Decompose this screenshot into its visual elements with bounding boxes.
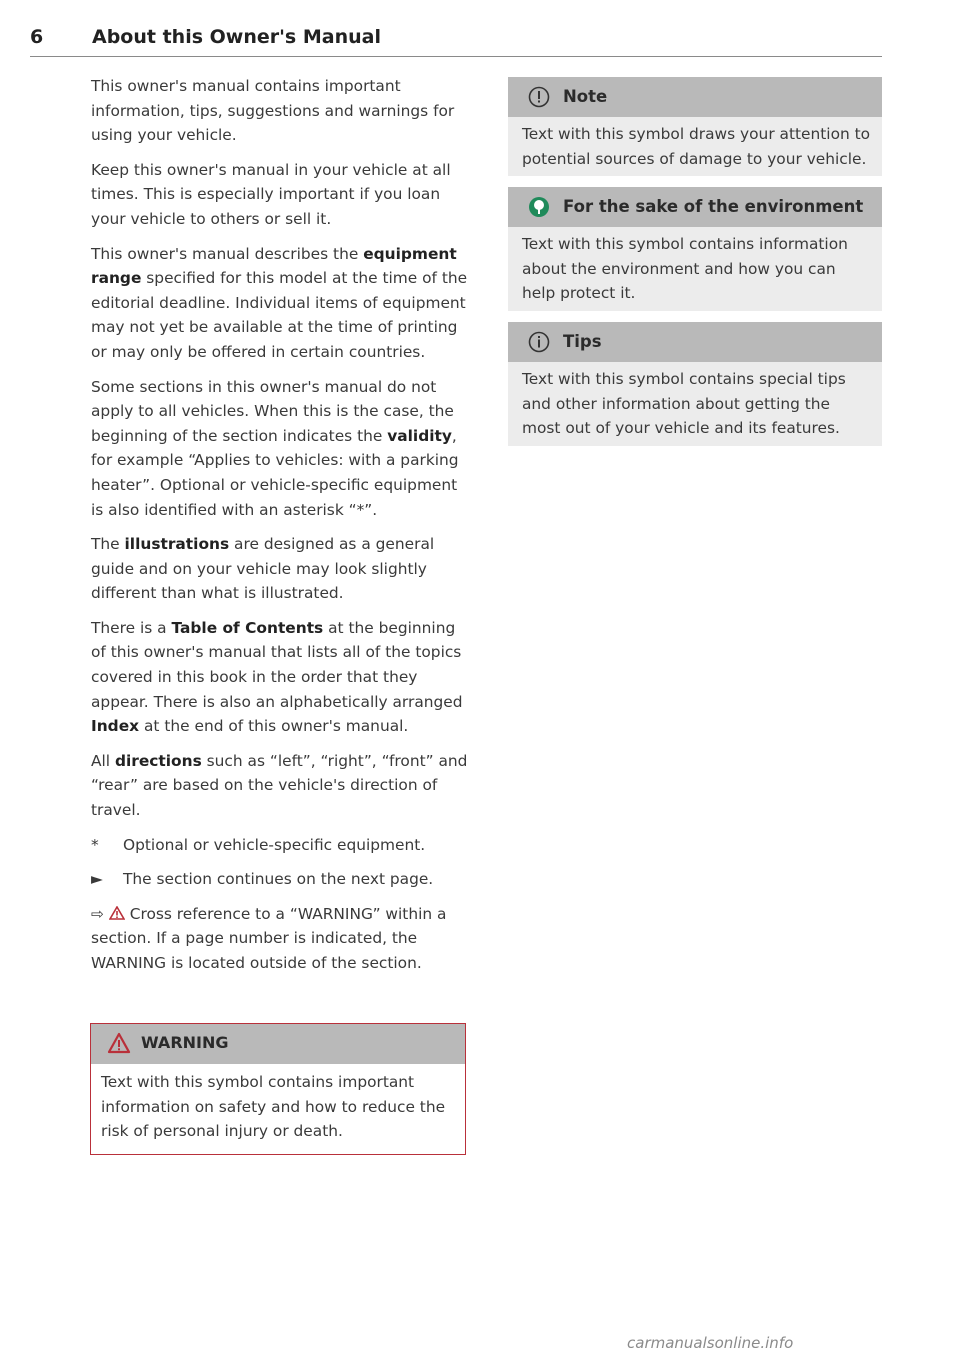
tips-header xyxy=(508,322,882,362)
legend-continue-text: The section continues on the next page. xyxy=(123,870,434,889)
paragraph-keep: Keep this owner's manual in your vehicle at all times. This is especially important if you loan your vehicle to others or sell it. xyxy=(91,160,451,228)
term-validity: validity xyxy=(387,426,452,445)
note-text: Text with this symbol draws your attention to potential sources of damage to your vehicle. xyxy=(522,125,871,168)
environment-label: For the sake of the environment xyxy=(563,197,864,217)
tips-text: Text with this symbol contains special tips and other information about getting the most out of your vehicle and its features. xyxy=(522,369,846,438)
note-icon xyxy=(528,86,550,108)
paragraph-illustrations: The illustrations are designed as a general guide and on your vehicle may look slightly different than what is illustrated. xyxy=(91,535,435,603)
tips-box xyxy=(508,322,882,446)
legend-asterisk-text: Optional or vehicle-specific equipment. xyxy=(123,835,426,854)
legend-continue xyxy=(91,867,469,892)
term-table-of-contents: Table of Contents xyxy=(171,618,324,637)
paragraph-validity: Some sections in this owner's manual do not apply to all vehicles. When this is the case, the beginning of the section indicates the validity, for example “Applies to vehicles: with a parking heater”. Optional or vehicle-specific equipment is also identified with an asterisk “*”. xyxy=(91,377,459,519)
tree-icon xyxy=(528,196,550,218)
term-index: Index xyxy=(91,717,140,736)
environment-text: Text with this symbol contains information about the environment and how you can help protect it. xyxy=(522,235,848,303)
warning-label: WARNING xyxy=(141,1033,229,1052)
watermark: carmanualsonline.info xyxy=(627,1334,794,1352)
paragraph-intro: This owner's manual contains important information, tips, suggestions and warnings for using your vehicle. xyxy=(91,77,455,145)
paragraph-equipment: This owner's manual describes the equipment range specified for this model at the time of the editorial deadline. Individual items of equipment may not yet be available at the time of printing or may only be offered in certain countries. xyxy=(91,244,468,361)
continue-arrow-icon: ► xyxy=(91,870,103,889)
warning-box xyxy=(90,1023,466,1155)
environment-header xyxy=(508,187,882,227)
paragraph-directions: All directions such as “left”, “right”, “front” and “rear” are based on the vehicle's direction of travel. xyxy=(91,751,468,820)
page-number: 6 xyxy=(30,26,44,48)
section-title: About this Owner's Manual xyxy=(92,26,381,48)
tips-label: Tips xyxy=(563,331,602,351)
warning-header xyxy=(91,1024,465,1064)
note-header xyxy=(508,77,882,117)
legend-asterisk xyxy=(91,833,469,858)
paragraph-crossref xyxy=(91,902,469,976)
info-icon xyxy=(528,331,550,353)
left-column xyxy=(91,74,469,986)
crossref-text: Cross reference to a “WARNING” within a section. If a page number is indicated, the WARNING is located outside of the section. xyxy=(91,904,447,972)
term-equipment-range: equipment range xyxy=(91,244,457,288)
asterisk-icon: * xyxy=(91,835,99,854)
term-illustrations: illustrations xyxy=(124,535,230,554)
note-box xyxy=(508,77,882,176)
warning-triangle-icon xyxy=(107,1032,131,1054)
note-label: Note xyxy=(563,87,608,106)
term-directions: directions xyxy=(114,751,202,770)
paragraph-contents: There is a Table of Contents at the beginning of this owner's manual that lists all of the topics covered in this book in the order that they appear. There is also an alphabetically arranged Index at the end of this owner's manual. xyxy=(91,618,463,736)
right-column xyxy=(508,77,882,457)
warning-text: Text with this symbol contains important information on safety and how to reduce the risk of personal injury or death. xyxy=(101,1073,446,1141)
environment-box xyxy=(508,187,882,311)
warning-triangle-icon xyxy=(109,906,125,920)
page-header xyxy=(30,22,882,57)
crossref-arrow-icon: ⇨ xyxy=(91,904,104,923)
